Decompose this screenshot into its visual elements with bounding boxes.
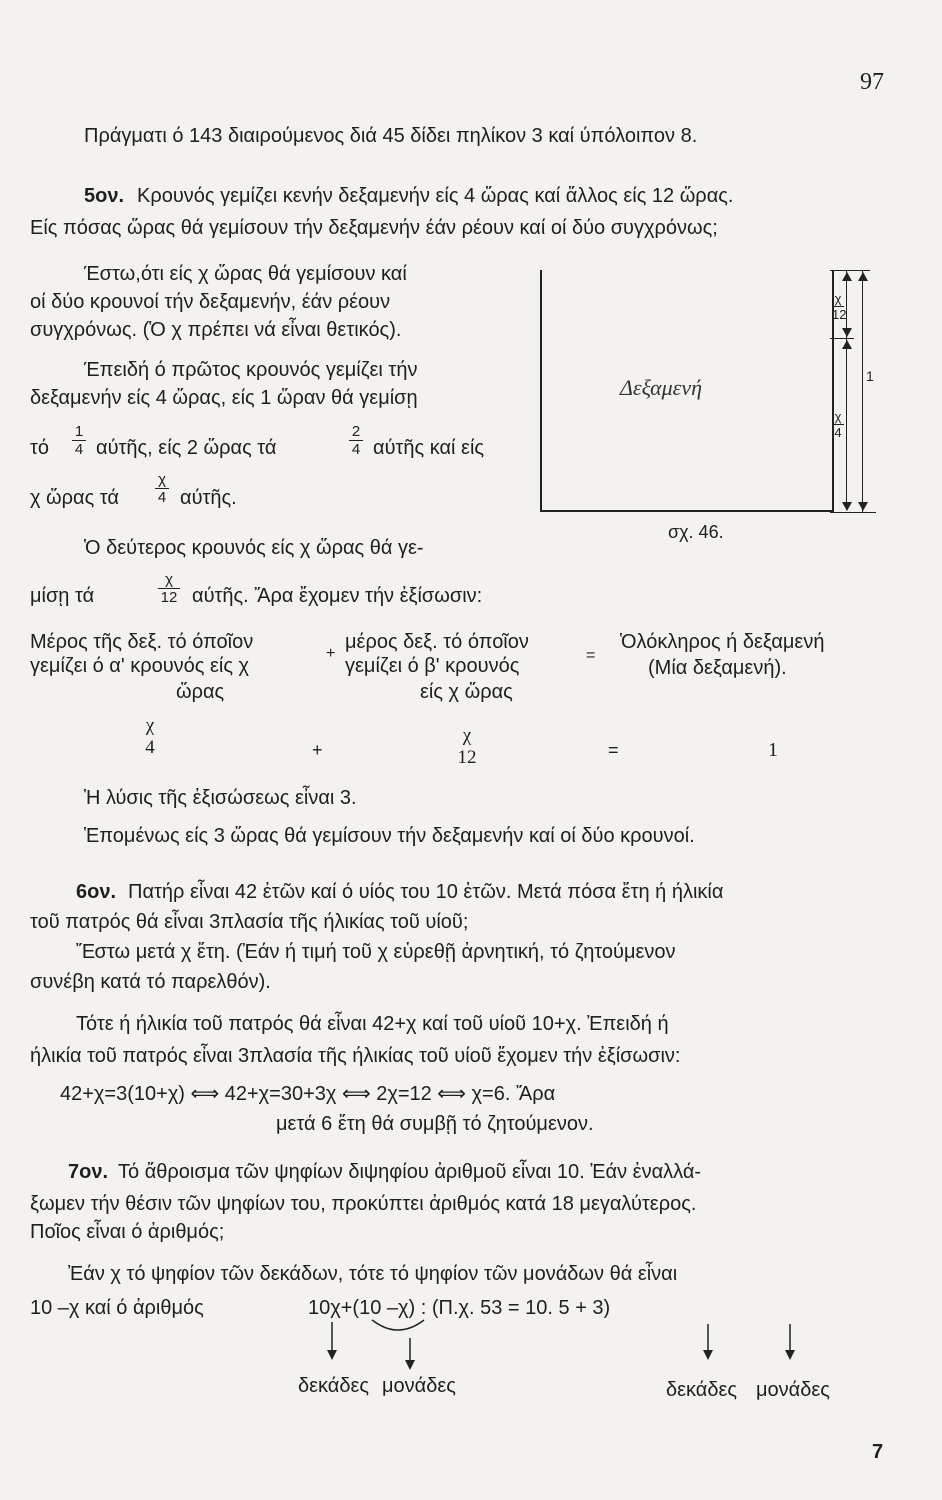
- fraction-numerator: χ: [145, 715, 155, 736]
- fraction-denominator: 4: [351, 441, 361, 458]
- verbal-col1-line1: Μέρος τῆς δεξ. τό όποῖον: [30, 631, 254, 653]
- problem-5-label: 5ον.: [84, 185, 125, 207]
- fraction-denominator: 4: [145, 737, 155, 758]
- fraction-denominator: 12: [832, 307, 847, 322]
- units-brace: [372, 1320, 424, 1330]
- problem-7-line4: Ἐάν χ τό ψηφίον τῶν δεκάδων, τότε τό ψηφίον τῶν μονάδων θά εἶναι: [68, 1263, 678, 1285]
- problem-5-line8b: αύτῆς, είς 2 ὥρας τά: [96, 437, 277, 459]
- verbal-plus: +: [326, 645, 336, 662]
- verbal-col1-line2: γεμίζει ό α' κρουνός είς χ: [30, 655, 250, 677]
- fraction-numerator: χ: [165, 571, 173, 588]
- solution-line1: Ἡ λύσις τῆς ἐξισώσεως εἶναι 3.: [84, 787, 357, 809]
- problem-6-line7: μετά 6 ἔτη θά συμβῇ τό ζητούμενον.: [276, 1113, 594, 1135]
- problem-5-line7: δεξαμενήν είς 4 ὥρας, είς 1 ὥραν θά γεμίσῃ: [30, 387, 418, 409]
- intro-line: Πράγματι ό 143 διαιρούμενος διά 45 δίδει πηλίκον 3 καί ύπόλοιπον 8.: [84, 125, 698, 147]
- problem-5-line11a: μίσῃ τά: [30, 585, 95, 607]
- units-label-2: μονάδες: [756, 1379, 830, 1401]
- figure-caption: σχ. 46.: [668, 522, 724, 542]
- problem-5-line9b: αύτῆς.: [180, 487, 237, 509]
- fraction-denominator: 4: [157, 489, 167, 506]
- equation-rhs: 1: [768, 739, 778, 761]
- arrow-down-icon: [703, 1350, 713, 1360]
- problem-5-line6: Έπειδή ό πρῶτος κρουνός γεμίζει τήν: [84, 359, 418, 381]
- arrow-down-icon: [785, 1350, 795, 1360]
- fraction-numerator: 2: [351, 423, 361, 440]
- problem-6-line5: Τότε ή ήλικία τοῦ πατρός θά εἶναι 42+χ καί τοῦ υίοῦ 10+χ. Ἐπειδή ή: [76, 1013, 669, 1035]
- dimension-total: 1: [866, 368, 874, 384]
- equation-equals: =: [608, 740, 619, 760]
- fraction-denominator: 4: [834, 425, 842, 440]
- problem-5-line3: Έστω,ότι είς χ ὥρας θά γεμίσουν καί: [84, 263, 407, 285]
- problem-7-line5b: 10χ+(10 –χ) : (Π.χ. 53 = 10. 5 + 3): [308, 1297, 611, 1319]
- arrow-down-icon: [327, 1350, 337, 1360]
- verbal-equals: =: [586, 647, 596, 664]
- problem-5-line1: Κρουνός γεμίζει κενήν δεξαμενήν είς 4 ὥρας καί ἄλλος είς 12 ὥρας.: [137, 185, 734, 207]
- verbal-col3-line1: Ὁλόκληρος ή δεξαμενή: [620, 631, 825, 653]
- fraction-numerator: χ: [834, 409, 842, 424]
- problem-5-line5: συγχρόνως. (Ὁ χ πρέπει νά εἶναι θετικός).: [30, 319, 402, 341]
- problem-6-line3: Ἔστω μετά χ ἔτη. (Ἐάν ή τιμή τοῦ χ εὑρεθῇ ἀρνητική, τό ζητούμενον: [76, 941, 676, 963]
- problem-7-line3: Ποῖος εἶναι ό ἀριθμός;: [30, 1221, 225, 1243]
- fraction-denominator: 12: [160, 589, 178, 606]
- verbal-col2-line2: γεμίζει ό β' κρουνός: [345, 655, 520, 677]
- problem-6-label: 6ον.: [76, 881, 117, 903]
- verbal-col2-line3: είς χ ὥρας: [420, 681, 513, 703]
- problem-5-line4: οί δύο κρουνοί τήν δεξαμενήν, έάν ρέουν: [30, 291, 391, 313]
- problem-5-line8c: αύτῆς καί είς: [373, 437, 485, 459]
- fraction-denominator: 12: [457, 747, 477, 768]
- verbal-col2-line1: μέρος δεξ. τό όποῖον: [345, 631, 529, 653]
- fraction-denominator: 4: [74, 441, 84, 458]
- tens-label-2: δεκάδες: [666, 1379, 738, 1401]
- problem-7-line5a: 10 –χ καί ό ἀριθμός: [30, 1297, 204, 1319]
- problem-5-line2: Είς πόσας ὥρας θά γεμίσουν τήν δεξαμενήν έάν ρέουν καί οί δύο συγχρόνως;: [30, 217, 718, 239]
- problem-5-line10: Ὁ δεύτερος κρουνός είς χ ὥρας θά γε-: [84, 537, 424, 559]
- problem-6-equation: 42+χ=3(10+χ) ⟺ 42+χ=30+3χ ⟺ 2χ=12 ⟺ χ=6. Ἄρα: [60, 1083, 556, 1105]
- fraction-numerator: χ: [462, 725, 472, 746]
- verbal-col3-line2: (Μία δεξαμενή).: [648, 657, 787, 679]
- units-label-1: μονάδες: [382, 1375, 456, 1397]
- page-number: 97: [860, 69, 884, 95]
- problem-5-line11b: αύτῆς. Ἄρα ἔχομεν τήν ἐξίσωσιν:: [192, 585, 483, 607]
- fraction-numerator: χ: [834, 291, 842, 306]
- problem-6-line4: συνέβη κατά τό παρελθόν).: [30, 971, 271, 993]
- tens-label-1: δεκάδες: [298, 1375, 370, 1397]
- equation-plus: +: [312, 740, 323, 760]
- problem-7-line1: Τό ἄθροισμα τῶν ψηφίων διψηφίου ἀριθμοῦ εἶναι 10. Ἐάν ἐναλλά-: [118, 1161, 702, 1183]
- problem-5-line8a: τό: [30, 437, 50, 459]
- signature-mark: 7: [872, 1441, 884, 1463]
- solution-line2: Ἑπομένως είς 3 ὥρας θά γεμίσουν τήν δεξαμενήν καί οί δύο κρουνοί.: [84, 825, 695, 847]
- problem-5-line9a: χ ὥρας τά: [30, 487, 119, 509]
- problem-6-line1: Πατήρ εἶναι 42 ἐτῶν καί ό υίός του 10 ἐτῶν. Μετά πόσα ἔτη ή ήλικία: [128, 881, 724, 903]
- problem-6-line6: ήλικία τοῦ πατρός εἶναι 3πλασία τῆς ήλικίας τοῦ υίοῦ ἔχομεν τήν ἐξίσωσιν:: [30, 1045, 681, 1067]
- problem-7-line2: ξωμεν τήν θέσιν τῶν ψηφίων του, προκύπτει ἀριθμός κατά 18 μεγαλύτερος.: [30, 1193, 697, 1215]
- verbal-col1-line3: ὥρας: [176, 681, 225, 703]
- problem-6-line2: τοῦ πατρός θά εἶναι 3πλασία τῆς ήλικίας τοῦ υίοῦ;: [30, 911, 469, 933]
- problem-7-label: 7ον.: [68, 1161, 109, 1183]
- arrow-down-icon: [405, 1360, 415, 1370]
- tank-label: Δεξαμενή: [620, 375, 703, 400]
- fraction-numerator: 1: [74, 423, 84, 440]
- fraction-numerator: χ: [158, 471, 166, 488]
